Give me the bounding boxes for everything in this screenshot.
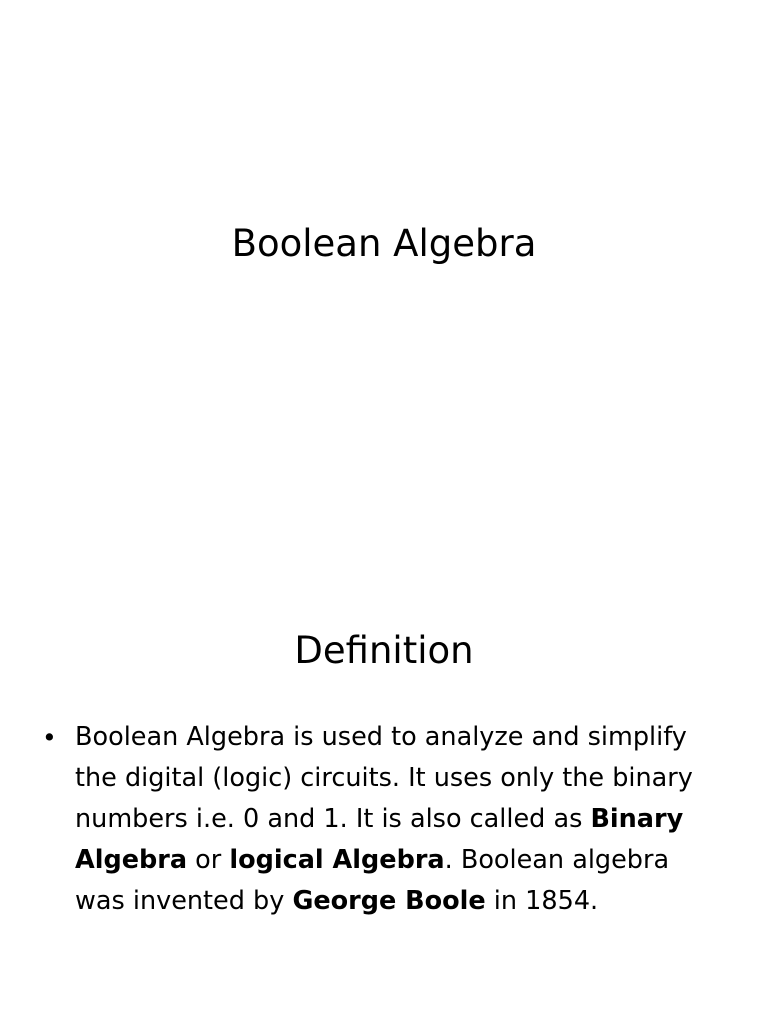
bullet-text-run: in 1854. [485, 886, 599, 916]
bullet-text-bold-run: Binary Algebra [75, 804, 684, 875]
bullet-text-bold-run: logical Algebra [229, 845, 445, 875]
definition-heading: Definition [294, 629, 474, 672]
bullet-text-run: . Boolean algebra was invented by [75, 845, 670, 916]
bullet-item [40, 717, 720, 922]
bullet-text-bold-run: George Boole [292, 886, 486, 916]
bullet-marker: • [42, 723, 57, 752]
slide-definition [0, 512, 768, 1024]
bullet-text-run: Boolean Algebra is used to analyze and simplify the digital (logic) circuits. It uses only the binary numbers i.e. 0 and 1. It is also called as [75, 722, 693, 834]
bullet-text-run: or [187, 845, 230, 875]
slide-title-heading: Boolean Algebra [231, 222, 537, 265]
bullet-text [75, 722, 693, 916]
bullet-list [40, 717, 720, 922]
